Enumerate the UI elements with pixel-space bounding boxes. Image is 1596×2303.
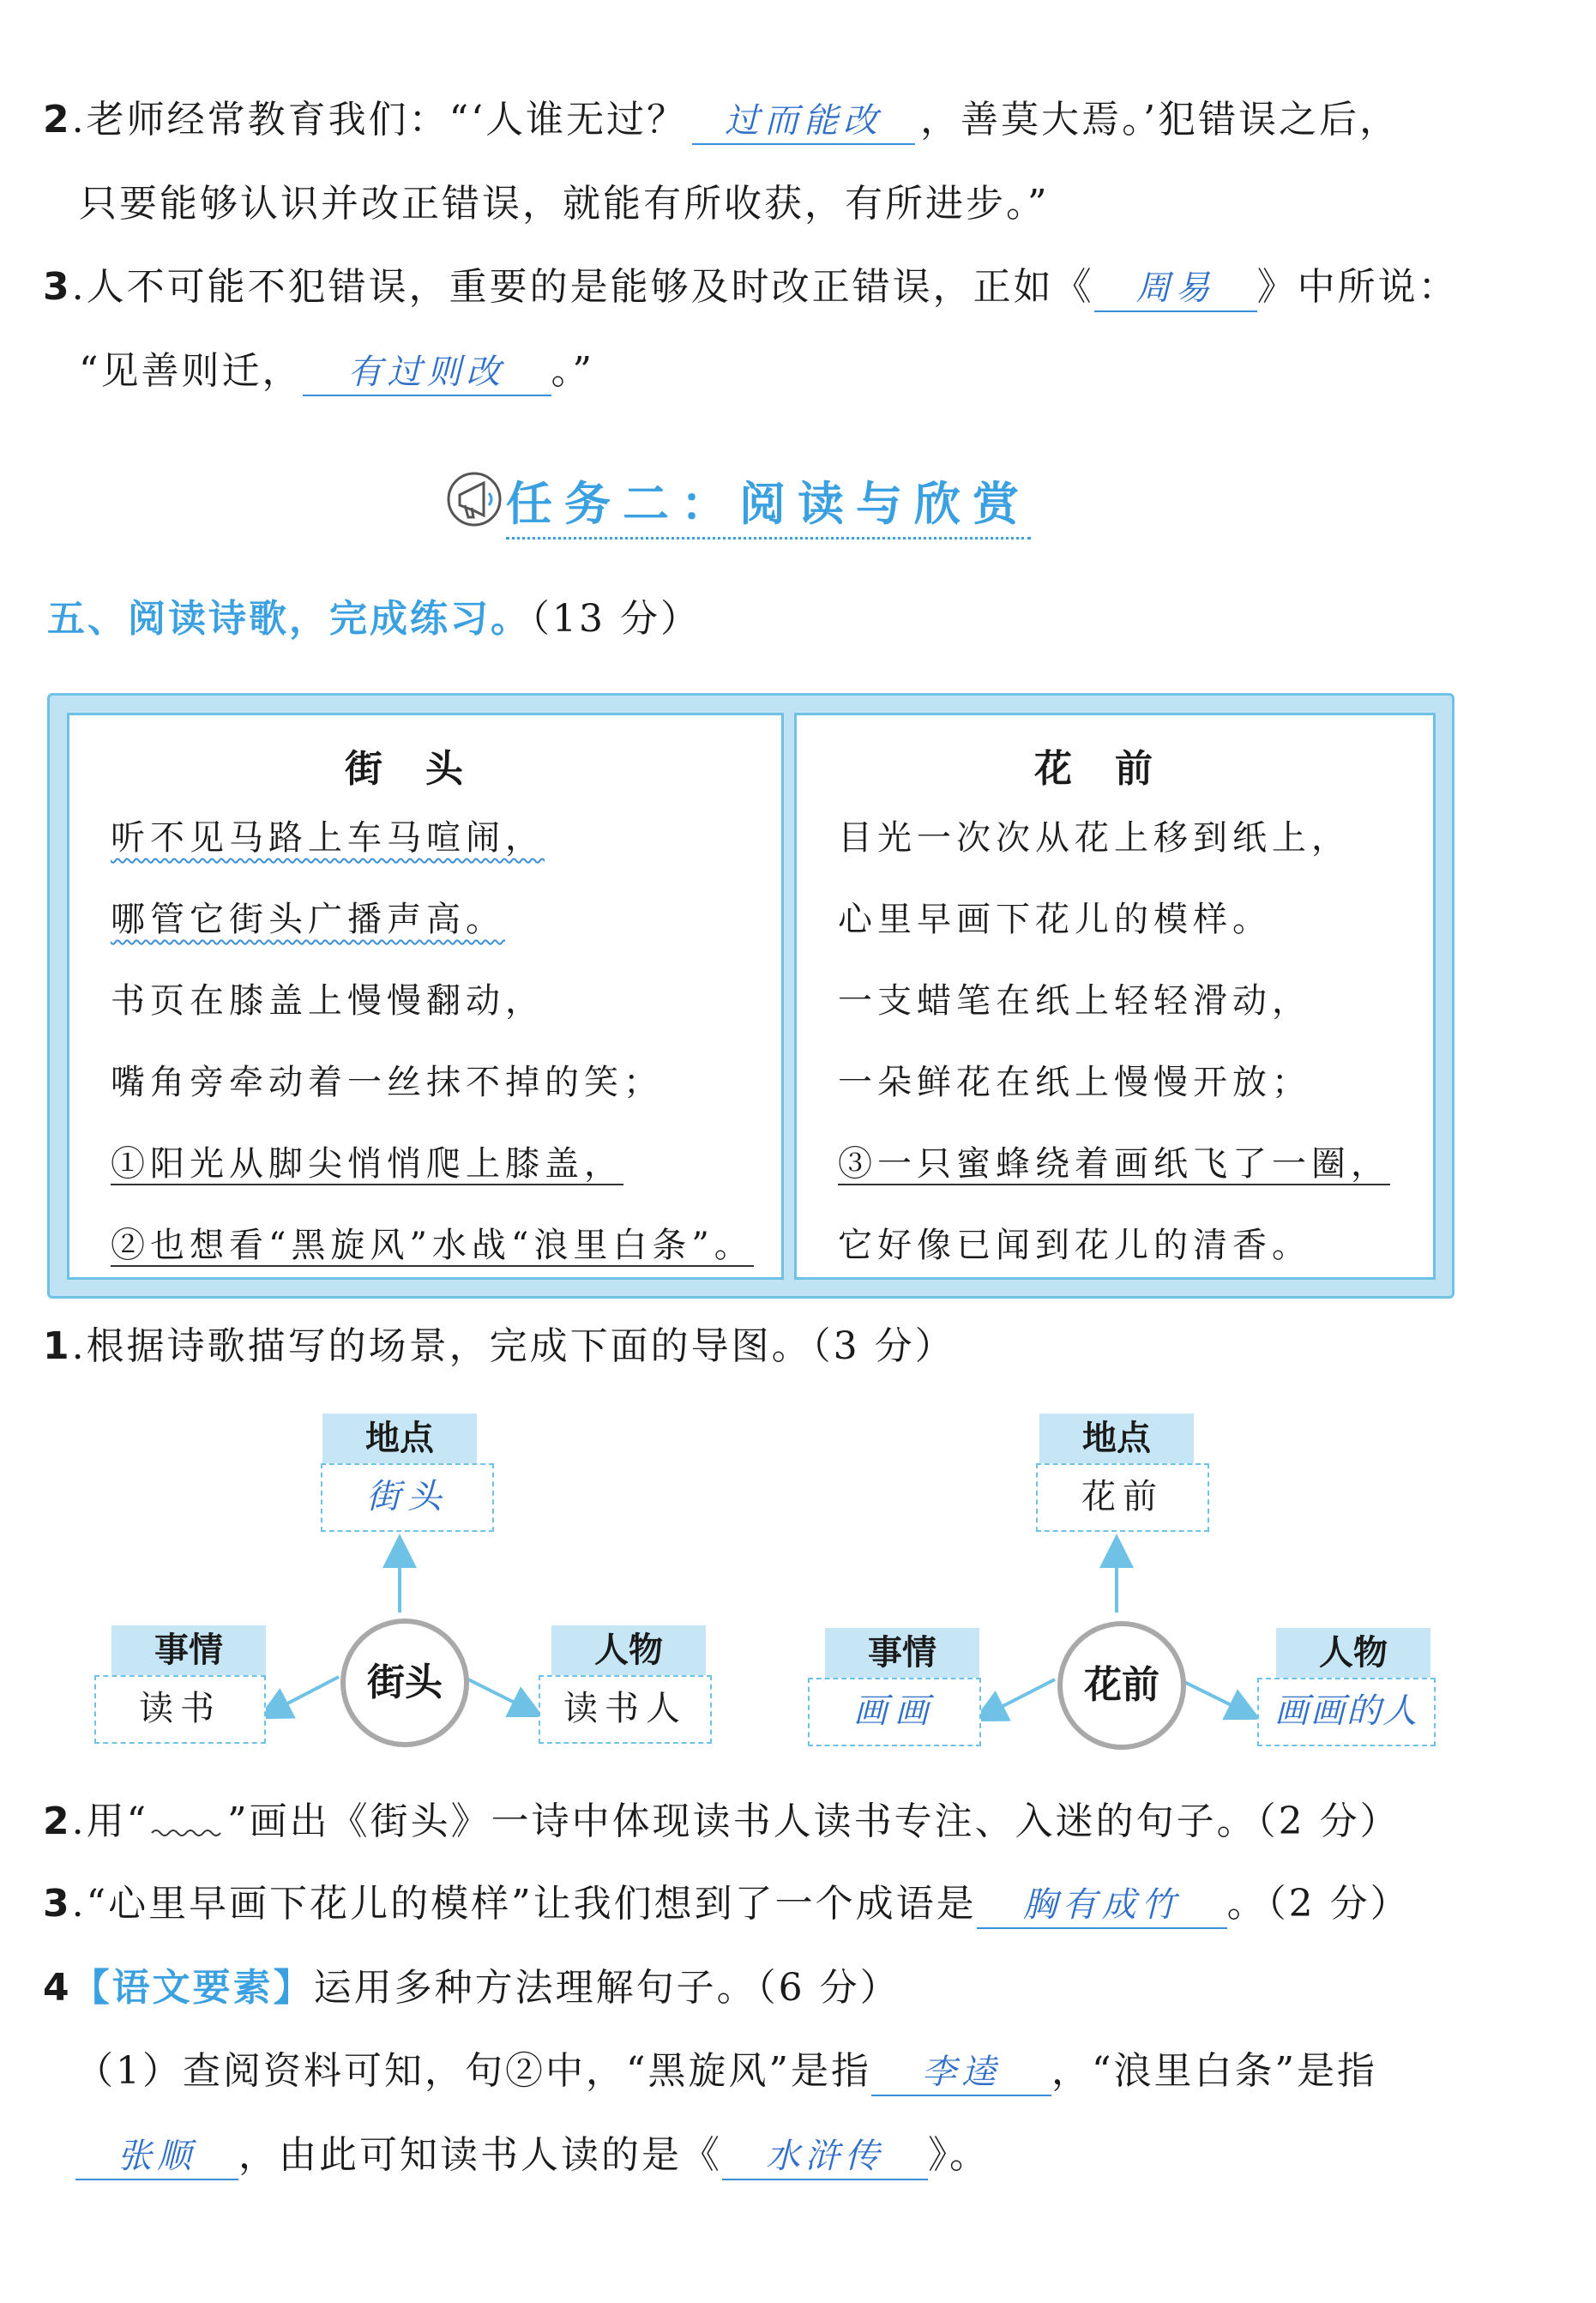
q3-text-pre: .人不可能不犯错误，重要的是能够及时改正错误，正如《 <box>71 265 1094 309</box>
section-five-points: （13 分） <box>531 597 701 641</box>
q2-line2: 只要能够认识并改正错误，就能有所收获，有所进步。” <box>79 182 1050 226</box>
poem2-line-1: 目光一次次从花上移到纸上， <box>838 818 1351 858</box>
poem2-line-6: 它好像已闻到花儿的清香。 <box>838 1226 1311 1265</box>
p3-number: 3 <box>43 1882 72 1926</box>
p4-sub1-line2 <box>75 2130 990 2181</box>
p3-answer-blank[interactable]: 胸有成竹 <box>977 1883 1227 1929</box>
wavy-line-symbol <box>148 1806 227 1843</box>
q2-number: 2 <box>43 98 72 142</box>
q3-answer-blank-2[interactable]: 有过则改 <box>303 350 551 396</box>
poem2-line-5-text: ③一只蜜蜂绕着画纸飞了一圈， <box>838 1144 1390 1184</box>
p4-answer-blank-1[interactable]: 李逵 <box>871 2050 1051 2096</box>
section-five-header <box>47 594 701 645</box>
p1-line <box>43 1321 955 1372</box>
q3-text-mid: 》中所说： <box>1256 265 1459 309</box>
task-title: 任务二：阅读与欣赏 <box>506 477 1031 531</box>
poem-title-jietou: 街头 <box>345 747 506 791</box>
p4-number: 4 <box>43 1966 72 2010</box>
p4-sub1-mid: ，“浪里白条”是指 <box>1051 2049 1377 2093</box>
map2-person-box[interactable]: 画画的人 <box>1257 1678 1436 1746</box>
poem1-line-5 <box>111 1140 623 1188</box>
poem1-line-2-text: 哪管它街头广播声高。 <box>111 900 505 939</box>
p4-line <box>43 1962 900 2014</box>
map1-event-tag: 事情 <box>111 1625 266 1675</box>
poem2-line-3: 一支蜡笔在纸上轻轻滑动， <box>838 981 1311 1021</box>
poem-column-huaqian <box>794 713 1436 1280</box>
q2-answer-blank[interactable]: 过而能改 <box>692 99 915 145</box>
q3-line2 <box>79 346 594 397</box>
map1-center: 街头 <box>340 1619 469 1747</box>
p3-text-post: 。（2 分） <box>1226 1882 1411 1926</box>
poem1-line-1-text: 听不见马路上车马喧闹， <box>111 818 545 858</box>
poem1-line-2 <box>111 895 505 944</box>
poem1-line-1 <box>111 814 545 862</box>
poem-column-jietou <box>67 713 784 1280</box>
q2-text-post: ，善莫大焉。’犯错误之后， <box>920 98 1400 142</box>
poem-box <box>47 693 1454 1299</box>
section-five-title: 五、阅读诗歌，完成练习。 <box>47 597 531 641</box>
q2-text-pre: .老师经常教育我们：“‘人谁无过？ <box>71 98 688 142</box>
p2-line <box>43 1796 1400 1848</box>
map2-place-tag: 地点 <box>1039 1414 1194 1463</box>
p4-text: 运用多种方法理解句子。（6 分） <box>313 1966 900 2010</box>
map1-place-box[interactable]: 街头 <box>321 1463 494 1532</box>
p3-line <box>43 1878 1411 1930</box>
map2-event-box[interactable]: 画画 <box>808 1678 981 1746</box>
p4-tag: 【语文要素】 <box>71 1966 314 2010</box>
poem1-line-5-text: ①阳光从脚尖悄悄爬上膝盖， <box>111 1144 623 1184</box>
p2-text-pre: .用“ <box>71 1800 149 1843</box>
map2-person-tag: 人物 <box>1276 1628 1430 1678</box>
p4-line2-mid: ，由此可知读书人读的是《 <box>238 2133 722 2177</box>
map1-place-tag: 地点 <box>322 1414 477 1463</box>
map1-person-tag: 人物 <box>551 1625 706 1675</box>
p2-text-post: ”画出《街头》一诗中体现读书人读书专注、入迷的句子。（2 分） <box>227 1800 1400 1843</box>
poem1-line-3: 书页在膝盖上慢慢翻动， <box>111 981 545 1021</box>
p4-answer-blank-2[interactable]: 张顺 <box>75 2134 238 2180</box>
p1-text: .根据诗歌描写的场景，完成下面的导图。（3 分） <box>71 1324 955 1368</box>
q2-line1 <box>43 94 1400 146</box>
map2-center: 花前 <box>1057 1621 1186 1750</box>
map1-person-box[interactable]: 读书人 <box>539 1675 712 1744</box>
map1-event-box[interactable]: 读书 <box>94 1675 266 1744</box>
megaphone-icon <box>444 469 504 529</box>
poem-title-huaqian: 花前 <box>1034 747 1195 791</box>
q3-line1 <box>43 262 1459 313</box>
map2-event-tag: 事情 <box>825 1628 979 1678</box>
poem2-line-4: 一朵鲜花在纸上慢慢开放； <box>838 1063 1311 1102</box>
p2-number: 2 <box>43 1800 72 1843</box>
q3-answer-blank-1[interactable]: 周易 <box>1094 266 1257 312</box>
q3-line2-post: 。” <box>551 349 594 393</box>
p4-sub1-line1 <box>75 2046 1377 2097</box>
map2-place-box[interactable]: 花前 <box>1036 1463 1209 1532</box>
p3-text-pre: .“心里早画下花儿的模样”让我们想到了一个成语是 <box>71 1882 977 1926</box>
poem2-line-2: 心里早画下花儿的模样。 <box>838 900 1272 939</box>
p4-sub1-pre: （1）查阅资料可知，句②中，“黑旋风”是指 <box>75 2049 871 2093</box>
p4-line2-post: 》。 <box>928 2133 990 2177</box>
q3-number: 3 <box>43 265 72 309</box>
q3-line2-pre: “见善则迁， <box>79 349 303 393</box>
task-header <box>444 467 1096 536</box>
p1-number: 1 <box>43 1324 72 1368</box>
poem1-line-4: 嘴角旁牵动着一丝抹不掉的笑； <box>111 1063 663 1102</box>
p4-answer-blank-3[interactable]: 水浒传 <box>722 2134 928 2180</box>
poem1-line-6-text: ②也想看“黑旋风”水战“浪里白条”。 <box>111 1226 754 1265</box>
poem2-line-5 <box>838 1140 1390 1188</box>
poem1-line-6 <box>111 1221 754 1269</box>
